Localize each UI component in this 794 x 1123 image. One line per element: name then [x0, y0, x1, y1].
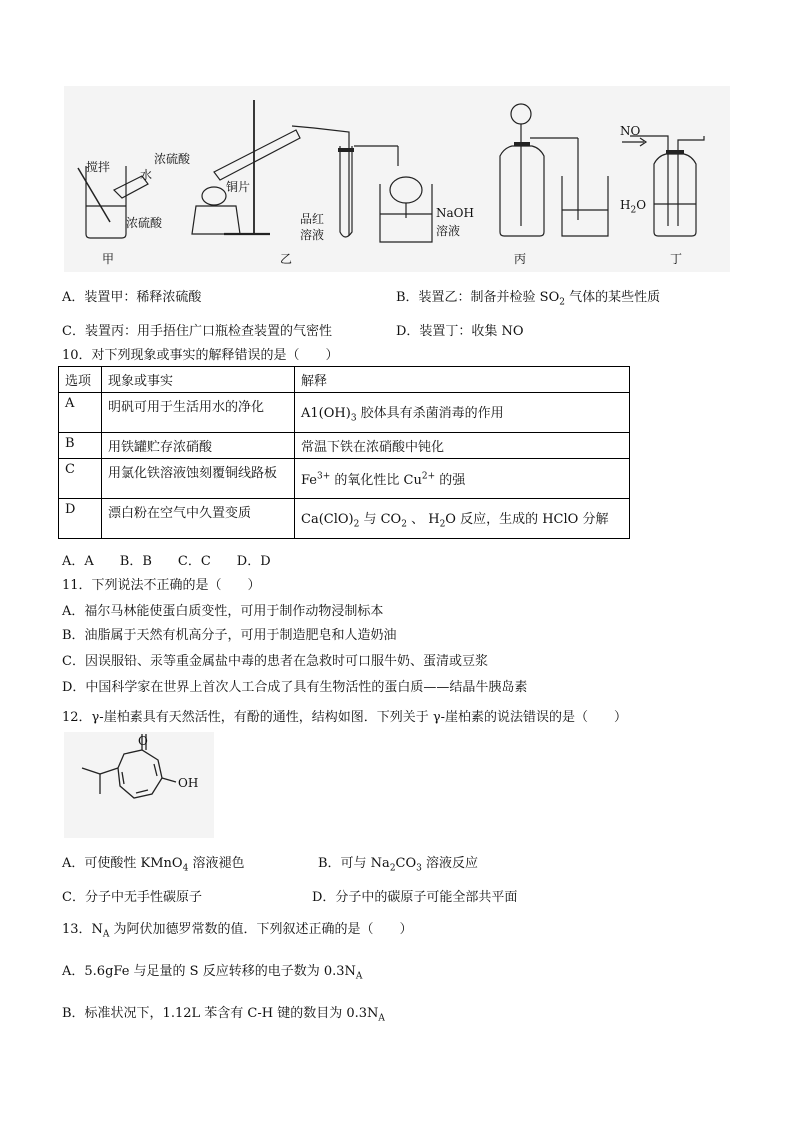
q12-option-a: A．可使酸性 KMnO$_4$ 溶液褪色 — [62, 856, 245, 874]
row-option: B — [59, 433, 102, 459]
q13-option-b: B．标准状况下，1.12L 苯含有 C-H 键的数目为 $0.3N_A$ — [62, 1006, 385, 1024]
table-row — [59, 459, 630, 499]
q10-stem: 10．对下列现象或事实的解释错误的是（ ） — [62, 348, 339, 363]
table-row — [59, 499, 630, 539]
q11-option-b: B．油脂属于天然有机高分子，可用于制造肥皂和人造奶油 — [62, 628, 397, 643]
q13-option-a: A．5.6gFe 与足量的 S 反应转移的电子数为 $0.3N_A$ — [62, 964, 363, 982]
q9-option-b: B．装置乙：制备并检验 $SO_2$ 气体的某些性质 — [396, 290, 661, 308]
header-option: 选项 — [59, 367, 102, 393]
row-fact: 用氯化铁溶液蚀刻覆铜线路板 — [102, 459, 295, 499]
label-pinhong: 品红 — [300, 212, 325, 226]
q10-table — [58, 366, 630, 539]
label-naoh-solution: 溶液 — [436, 224, 461, 238]
q11-option-c: C．因误服铅、汞等重金属盐中毒的患者在急救时可口服牛奶、蛋清或豆浆 — [62, 654, 488, 669]
q12-option-b: B．可与 $Na_2CO_3$ 溶液反应 — [318, 856, 479, 874]
q12-stem: 12．γ-崖柏素具有天然活性，有酚的通性，结构如图．下列关于 γ-崖柏素的说法错误的是（ ） — [62, 710, 627, 725]
row-fact: 漂白粉在空气中久置变质 — [102, 499, 295, 539]
caption-jia: 甲 — [102, 252, 115, 266]
label-conc-acid-jia: 浓硫酸 — [126, 216, 163, 230]
label-stir: 搅拌 — [86, 160, 111, 174]
apparatus-figure — [64, 86, 730, 272]
caption-ding: 丁 — [670, 252, 683, 266]
row-explanation: $Fe^{3+}$ 的氧化性比 $Cu^{2+}$ 的强 — [295, 459, 630, 499]
table-row — [59, 393, 630, 433]
row-explanation: $A1(OH)_3$ 胶体具有杀菌消毒的作用 — [295, 393, 630, 433]
row-fact: 用铁罐贮存浓硝酸 — [102, 433, 295, 459]
q11-option-d: D．中国科学家在世界上首次人工合成了具有生物活性的蛋白质——结晶牛胰岛素 — [62, 680, 528, 695]
gamma-thujaplicin-structure — [64, 732, 214, 838]
label-pinhong-solution: 溶液 — [300, 228, 325, 242]
q12-option-d: D．分子中的碳原子可能全部共平面 — [312, 890, 518, 905]
row-option: A — [59, 393, 102, 433]
q11-stem: 11．下列说法不正确的是（ ） — [62, 578, 261, 593]
label-naoh: NaOH — [436, 206, 474, 220]
row-explanation: 常温下铁在浓硝酸中钝化 — [295, 433, 630, 459]
q9-option-c: C．装置丙：用手捂住广口瓶检查装置的气密性 — [62, 324, 332, 339]
header-fact: 现象或事实 — [102, 367, 295, 393]
table-header-row — [59, 367, 630, 393]
row-option: D — [59, 499, 102, 539]
label-conc-acid-yi: 浓硫酸 — [154, 152, 191, 166]
label-copper: 铜片 — [226, 180, 251, 194]
apparatus-drawing — [64, 86, 730, 272]
row-explanation: $Ca(ClO)_2$ 与 $CO_2$ 、 $H_2O$ 反应，生成的 HClO 分解 — [295, 499, 630, 539]
label-water: 水 — [140, 168, 153, 182]
label-no: NO — [620, 124, 641, 138]
header-explanation: 解释 — [295, 367, 630, 393]
q13-stem: 13．$N_A$ 为阿伏加德罗常数的值．下列叙述正确的是（ ） — [62, 922, 413, 940]
caption-bing: 丙 — [514, 252, 527, 266]
q11-option-a: A．福尔马林能使蛋白质变性，可用于制作动物浸制标本 — [62, 604, 384, 619]
q12-option-c: C．分子中无手性碳原子 — [62, 890, 202, 905]
caption-yi: 乙 — [280, 252, 293, 266]
table-row — [59, 433, 630, 459]
row-option: C — [59, 459, 102, 499]
row-fact: 明矾可用于生活用水的净化 — [102, 393, 295, 433]
structure-label-oh: OH — [178, 776, 199, 790]
q10-answers: A．A B．B C．C D．D — [62, 554, 271, 569]
label-h2o: $H_2O$ — [620, 198, 647, 216]
q9-option-d: D．装置丁：收集 NO — [396, 324, 524, 339]
structure-label-o: O — [138, 734, 148, 748]
q9-option-a: A．装置甲：稀释浓硫酸 — [62, 290, 202, 305]
